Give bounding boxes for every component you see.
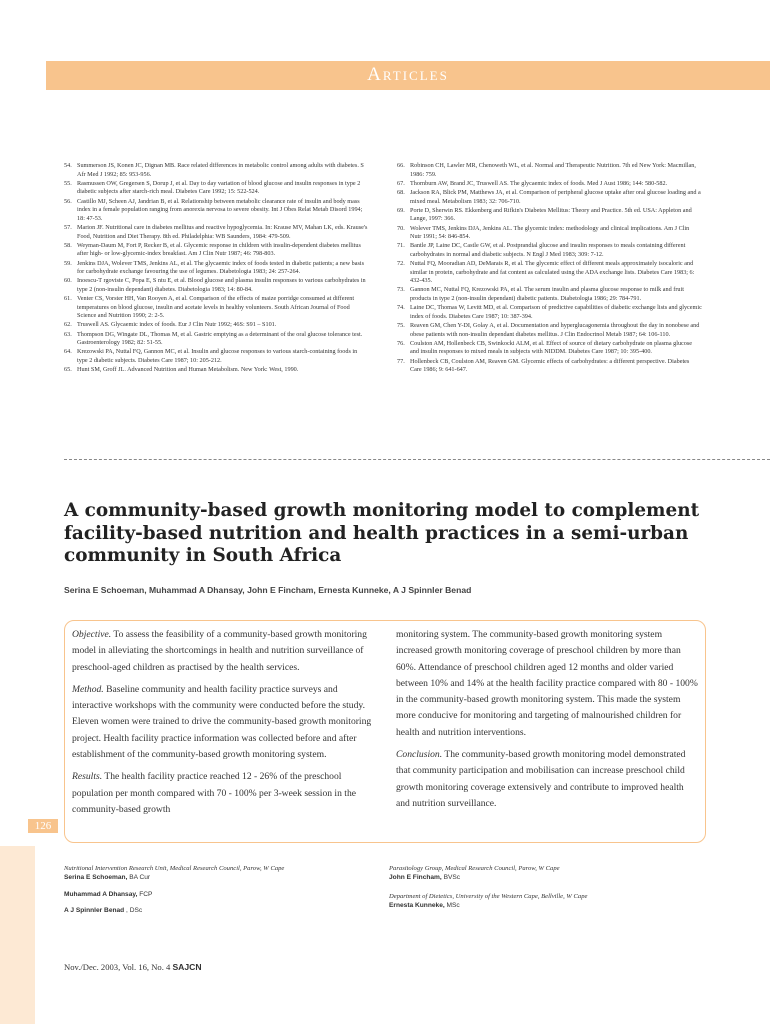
author-affil-5 [389, 901, 709, 910]
conclusion-label: Conclusion. [396, 749, 443, 761]
objective-label: Objective. [72, 629, 112, 640]
author-affil-2 [64, 890, 374, 899]
reference-number: 64. [64, 348, 72, 356]
reference-number: 59. [64, 259, 72, 267]
abstract-conclusion [396, 747, 698, 812]
reference-number: 72. [397, 260, 405, 268]
reference-text: Jenkins DJA, Wolever TMS, Jenkins AL, et al. The glycaemic index of foods tested in diabetic patients; a new basis for carbohydrate exchange favouring the use of legumes. Diabetologia 1983; 24: 257-264. [77, 259, 364, 276]
article-title: A community-based growth monitoring model to complement facility-based nutrition and health practices in a semi-urban community in South Africa [64, 500, 700, 566]
author-degree: MSc [444, 902, 460, 910]
abstract-column-right [396, 627, 698, 812]
affiliation-institution: Parasitology Group, Medical Research Council, Parow, W Cape [389, 865, 560, 872]
reference-text: Laine DC, Thomas W, Levitt MD, et al. Comparison of predictive capabilities of diabetic exchange lists and glycemic index of foods. Diabetes Care 1987; 10: 387-394. [410, 304, 702, 320]
reference-item [64, 198, 368, 224]
reference-item [397, 304, 702, 321]
reference-item [64, 348, 368, 365]
reference-number: 77. [397, 357, 405, 365]
reference-number: 68. [397, 188, 405, 196]
reference-list-right [397, 162, 702, 375]
reference-text: Thornburn AW, Brand JC, Truswell AS. The glycaemic index of foods. Med J Aust 1986; 144: 580-582. [410, 179, 668, 187]
reference-text: Hunt SM, Groff JL. Advanced Nutrition and Human Metabolism. New York: West, 1990. [77, 366, 299, 374]
affiliation-mrc-unit [64, 864, 374, 916]
section-header-title: Articles [367, 64, 449, 85]
reference-text: Thompson DG, Wingate DL, Thomas M, et al. Gastric emptying as a determinant of the oral glucose tolerance test. Gastroenterology 1982; 82: 51-55. [77, 330, 363, 347]
abstract-results [72, 769, 372, 818]
reference-number: 71. [397, 242, 405, 250]
author-degree: FCP [137, 890, 153, 898]
reference-item [64, 366, 368, 375]
abstract-objective [72, 627, 372, 676]
footer-journal: SAJCN [172, 962, 202, 972]
reference-text: Marion JF. Nutritional care in diabetes mellitus and reactive hypoglycemia. In: Krause MV, Mahan LK, eds. Krause's Food, Nutrition and Diet Therapy. 8th ed. Philadelphia: WB Saunders, 1984: 479-509. [77, 223, 368, 240]
reference-item [64, 331, 368, 348]
reference-number: 54. [64, 162, 72, 169]
objective-text: To assess the feasibility of a community-based growth monitoring model in alleviating the shortcomings in health and nutrition surveillance of preschool-aged children as practised by the health services. [72, 629, 367, 673]
footer-citation [64, 962, 202, 972]
reference-text: Reaven GM, Chen Y-DI, Golay A, et al. Documentation and hyperglucagonemia throughout the day in nonobese and obese patients with non-insulin dependant diabetes mellitus. J Clin Endocrinol Metab 1987; 64: 106-110. [410, 322, 700, 338]
abstract-results-continued: monitoring system. The community-based growth monitoring system increased growth monitoring coverage of preschool children by more than 60%. Attendance of preschool children aged 12 months and older varied between 10% and 14% at the health facility practice compared with 80 - 100% in the community-based growth monitoring system. This made the system more conducive for monitoring and targeting of malnourished children for health and nutrition interventions. [396, 629, 698, 738]
reference-item [64, 260, 368, 277]
reference-number: 66. [397, 162, 405, 169]
reference-text: Nuttal FQ, Mooradian AD, DeMarais R, et al. The glycemic effect of different meals approximately isocaloric and similar in protein, carbohydrate and fat content as calculated using the ADA exchange lists. Diabetes Care 1983; 6: 432-435. [410, 260, 695, 285]
abstract-column-left [72, 627, 372, 818]
reference-item [64, 162, 368, 179]
reference-number: 55. [64, 179, 72, 187]
reference-text: Weyman-Daum M, Fort P, Recker B, et al. Glycemic response in children with insulin-dependent diabetes mellitus after high- or low-glycemic-index breakfast. Am J Clin Nutr 1987; 46: 798-803. [77, 241, 361, 258]
author-affil-3 [64, 906, 374, 915]
reference-item [64, 295, 368, 321]
results-label: Results. [72, 771, 103, 783]
author-name: Muhammad A Dhansay, [64, 890, 138, 898]
reference-item [64, 321, 368, 330]
article-authors: Serina E Schoeman, Muhammad A Dhansay, John E Fincham, Ernesta Kunneke, A J Spinnler Benad [64, 585, 472, 595]
footer-issue: Nov./Dec. 2003, Vol. 16, No. 4 [64, 962, 173, 972]
reference-text: Venter CS, Vorster HH, Van Rooyen A, et al. Comparison of the effects of maize porridge consumed at different temperatures on blood glucose, insulin and acetate levels in healthy volunteers. South African Journal of Food Science and Nutrition 1990; 2: 2-5. [77, 295, 355, 320]
reference-number: 75. [397, 322, 405, 330]
author-name: Serina E Schoeman, [64, 874, 128, 882]
reference-item [397, 225, 702, 242]
reference-number: 73. [397, 286, 405, 294]
reference-text: Summerson JS, Konen JC, Dignan MB. Race related differences in metabolic control among adults with diabetes. S Afr Med J 1992; 85: 953-956. [77, 162, 364, 178]
reference-item [397, 207, 702, 224]
method-text: Baseline community and health facility practice surveys and interactive workshops with the community were conducted before the study. Eleven women were trained to drive the community-based growth monitoring project. Health facility practice information was collected before and after establishment of the community-based growth monitoring system. [72, 683, 372, 761]
reference-text: Krezowski PA, Nuttal FQ, Gannon MC, et al. Insulin and glucose responses to various starch-containing foods in type 2 diabetic subjects. Diabetes Care 1987; 10: 205-212. [77, 348, 358, 364]
reference-item [397, 242, 702, 259]
reference-text: Gannon MC, Nuttal FQ, Krezowski PA, et al. The serum insulin and plasma glucose response to milk and fruit products in type 2 (non-insulin dependant) diabetic patients. Diabetologia 1986; 29: 784-791. [410, 286, 684, 303]
conclusion-text: The community-based growth monitoring model demonstrated that community participation and mobilisation can increase preschool child growth monitoring coverage extensively and contribute to improved health and nutrition surveillance. [396, 749, 686, 809]
reference-number: 60. [64, 277, 72, 285]
reference-item [397, 286, 702, 303]
author-degree: BVSc [441, 874, 461, 882]
reference-number: 58. [64, 241, 72, 249]
affiliation-institution-dietetics: Department of Dietetics, University of the Western Cape, Bellville, W Cape [389, 892, 588, 900]
reference-text: Jackson RA, Blick PM, Matthews JA, et al. Comparison of peripheral glucose uptake after oral glucose loading and a mixed meal. Metabolism 1983; 32: 706-710. [410, 188, 701, 205]
reference-text: Robinson CH, Lawler MR, Chenoweth WL, et al. Normal and Therapeutic Nutrition. 7th ed New York: Macmillan, 1986: 759. [410, 162, 696, 178]
reference-number: 65. [64, 366, 72, 374]
reference-number: 57. [64, 223, 72, 231]
reference-item [397, 340, 702, 357]
section-header-band [46, 61, 770, 90]
reference-item [397, 322, 702, 339]
reference-item [397, 260, 702, 286]
reference-number: 63. [64, 330, 72, 338]
reference-text: Castillo MJ, Scheen AJ, Jandrian B, et al. Relationship between metabolic clearance rate of insulin and body mass index in a female population ranging from anorexia nervosa to severe obesity. Int J Obes Relat Metab Disord 1994; 18: 47-53. [77, 197, 363, 222]
reference-text: Wolever TMS, Jenkins DJA, Jenkins AL. The glycemic index: methodology and clinical implications. Am J Clin Nutr 1991; 54: 846-854. [410, 224, 690, 241]
reference-number: 61. [64, 295, 72, 303]
reference-text: Bantle JP, Laine DC, Castle GW, et al. Postprandial glucose and insulin responses to meals containing different carbohydrates in normal and diabetic subjects. N Engl J Med 1983; 309: 7-12. [410, 242, 686, 258]
author-affil-1 [64, 873, 374, 882]
reference-item [64, 180, 368, 197]
author-name: A J Spinnler Benad [64, 907, 125, 915]
author-degree: , DSc [124, 907, 143, 915]
author-name: Ernesta Kunneke, [389, 902, 445, 910]
reference-text: Porte D, Sherwin RS. Ekkenberg and Rifkin's Diabetes Mellitus: Theory and Practice. 5th ed. USA: Appleton and Lange, 1997: 366. [410, 206, 692, 223]
abstract-method [72, 682, 372, 763]
reference-text: Truswell AS. Glycaemic index of foods. Eur J Clin Nutr 1992; 46S: S91 – S101. [77, 321, 277, 329]
reference-item [64, 224, 368, 241]
reference-number: 76. [397, 339, 405, 347]
reference-number: 62. [64, 321, 72, 329]
affiliation-parasitology [389, 864, 709, 911]
reference-number: 70. [397, 224, 405, 232]
author-name: John E Fincham, [389, 874, 442, 882]
reference-item [64, 277, 368, 294]
reference-item [397, 189, 702, 206]
side-accent-band [0, 846, 35, 1024]
author-affil-4 [389, 873, 709, 882]
reference-item [397, 180, 702, 189]
reference-text: Rasmussen OW, Gregersen S, Dorup J, et al. Day to day variation of blood glucose and insulin responses in type 2 diabetic subjects after starch-rich meal. Diabetes Care 1992; 15: 522-524. [77, 179, 361, 196]
reference-number: 74. [397, 304, 405, 312]
section-divider [64, 459, 770, 460]
reference-item [397, 358, 702, 375]
reference-item [397, 162, 702, 179]
page-number: 126 [28, 819, 58, 833]
affiliation-institution: Nutritional Intervention Research Unit, Medical Research Council, Parow, W Cape [64, 865, 285, 872]
reference-item [64, 242, 368, 259]
reference-number: 56. [64, 197, 72, 205]
author-degree: BA Cur [127, 874, 151, 882]
reference-number: 67. [397, 179, 405, 187]
reference-number: 69. [397, 206, 405, 214]
method-label: Method. [72, 683, 104, 695]
reference-text: Coulston AM, Hollenbeck CB, Swinkocki ALM, et al. Effect of source of dietary carbohydrate on plasma glucose and insulin responses to mixed meals in subjects with NIDDM. Diabetes Care 1987; 10: 395-400. [410, 339, 693, 356]
reference-list-left [64, 162, 368, 375]
reference-text: Hollenbeck CB, Coulston AM, Reaven GM. Glycemic effects of carbohydrates: a different perspective. Diabetes Care 1986; 9: 641-647. [410, 357, 690, 374]
results-text: The health facility practice reached 12 - 26% of the preschool population per month compared with 70 - 100% per 3-week session in the community-based growth [72, 771, 357, 815]
reference-text: Inoescu-T rgoviste C, Popa E, S ntu E, et al. Blood glucose and plasma insulin responses to various carbohydrates in type 2 (non-insulin dependant) diabetes. Diabetologia 1983; 14: 80-84. [77, 277, 366, 293]
